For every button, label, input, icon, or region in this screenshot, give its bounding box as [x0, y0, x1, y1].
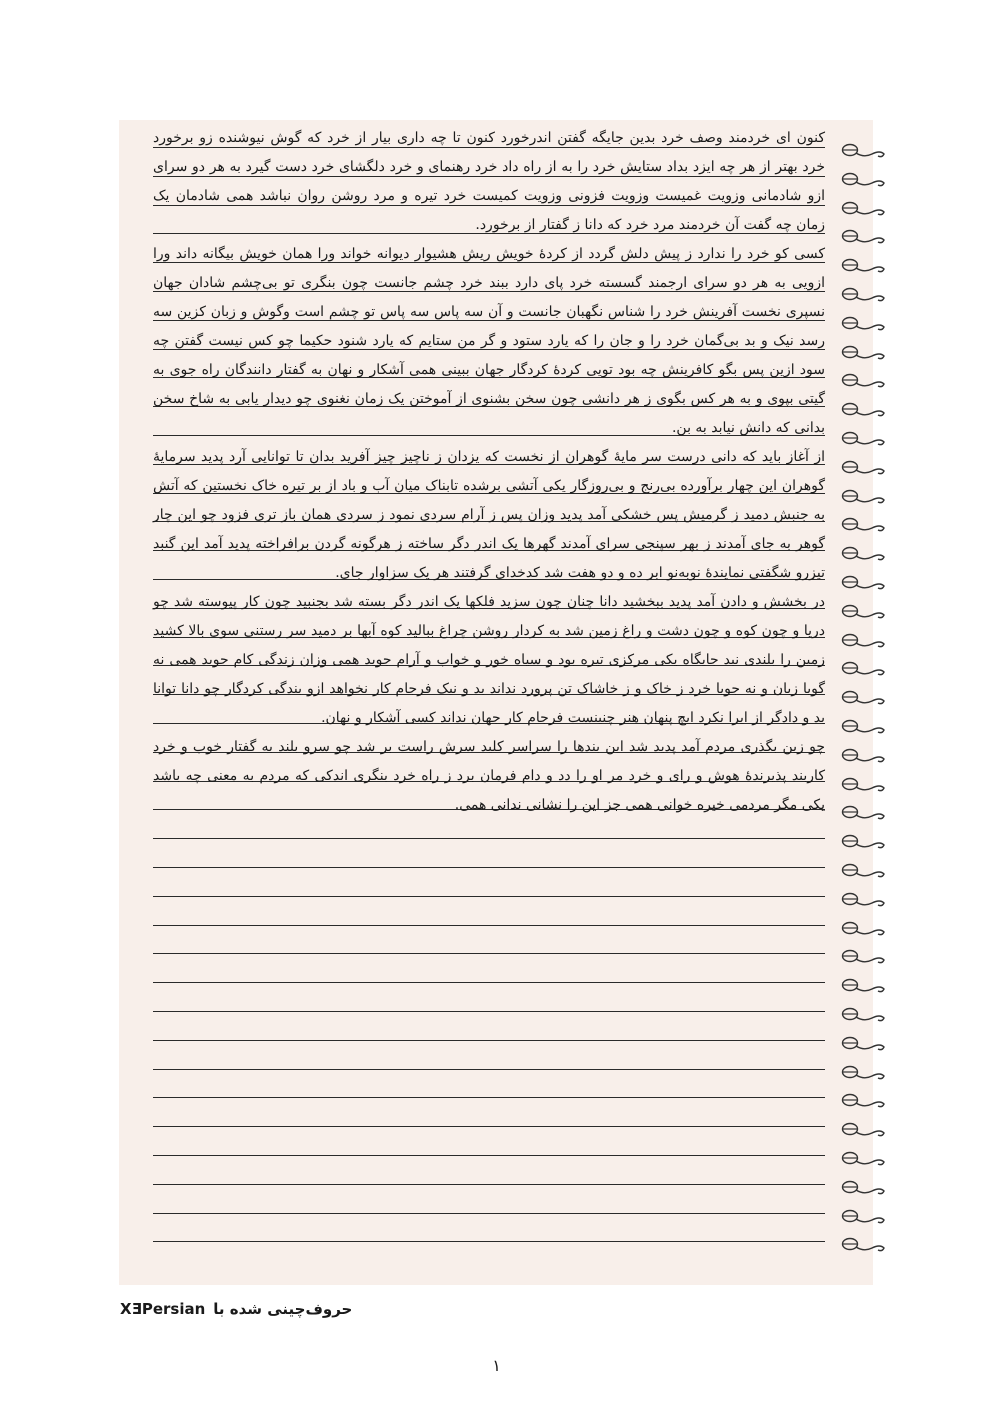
spiral-ring-icon [838, 803, 888, 823]
spiral-ring-icon [838, 1063, 888, 1083]
spiral-ring-icon [838, 832, 888, 852]
typeset-text: حروف‌چینی شده با [213, 1300, 353, 1318]
spiral-ring-icon [838, 1149, 888, 1169]
typeset-credit [120, 1300, 352, 1318]
ruled-line [153, 1069, 825, 1070]
spiral-ring-icon [838, 775, 888, 795]
spiral-ring-icon [838, 1120, 888, 1140]
spiral-ring-icon [838, 487, 888, 507]
ruled-line [153, 867, 825, 868]
poem-text [153, 124, 825, 820]
ruled-line [153, 1155, 825, 1156]
spiral-ring-icon [838, 573, 888, 593]
spiral-ring-icon [838, 631, 888, 651]
ruled-line [153, 1213, 825, 1214]
spiral-ring-icon [838, 919, 888, 939]
spiral-ring-icon [838, 890, 888, 910]
spiral-ring-icon [838, 861, 888, 881]
ruled-line [153, 838, 825, 839]
spiral-ring-icon [838, 371, 888, 391]
spiral-ring-icon [838, 515, 888, 535]
ruled-line [153, 1126, 825, 1127]
spiral-ring-icon [838, 429, 888, 449]
ruled-line [153, 1011, 825, 1012]
ruled-line [153, 982, 825, 983]
ruled-line [153, 925, 825, 926]
ruled-line [153, 1241, 825, 1242]
ruled-line [153, 896, 825, 897]
spiral-ring-icon [838, 227, 888, 247]
spiral-ring-icon [838, 199, 888, 219]
spiral-ring-icon [838, 976, 888, 996]
spiral-ring-icon [838, 1005, 888, 1025]
spiral-ring-icon [838, 947, 888, 967]
spiral-ring-icon [838, 1207, 888, 1227]
ruled-line [153, 1040, 825, 1041]
spiral-ring-icon [838, 1091, 888, 1111]
paragraph-2: کسی کو خرد را ندارد ز پیش دلش گردد از کردهٔ خویش ریش هشیوار دیوانه خواند ورا همان خویش بیگانه داند ورا ازویی به هر دو سرای ارجمند گسسته خرد پای دارد ببند خرد چشم جانست چون بنگری تو بی‌چشم شادان جهان نسپری نخست آفرینش خرد را شناس نگهبان جانست و آن سه پاس سه پاس تو چشم است وگوش و زبان کزین سه رسد نیک و بد بی‌گمان خرد را و جان را که یارد ستود و گر من ستایم که یارد شنود حکیما چو کس نیست گفتن چه سود ازین پس بگو کافرینش چه بود تویی کردهٔ کردگار جهان ببینی همی آشکار و نهان به گفتار دانندگان راه جوی به گیتی بپوی و به هر کس بگوی ز هر دانشی چون سخن بشنوی از آموختن یک زمان نغنوی چو دیدار یابی به شاخ سخن بدانی که دانش نیابد به بن. [153, 246, 825, 436]
spiral-ring-icon [838, 1235, 888, 1255]
spiral-ring-icon [838, 314, 888, 334]
ruled-line [153, 1097, 825, 1098]
spiral-ring-icon [838, 400, 888, 420]
spiral-ring-icon [838, 602, 888, 622]
spiral-ring-icon [838, 688, 888, 708]
spiral-ring-icon [838, 1178, 888, 1198]
spiral-ring-icon [838, 1034, 888, 1054]
spiral-ring-icon [838, 717, 888, 737]
paragraph-5: چو زین بگذری مردم آمد پدید شد این بندها را سراسر کلید سرش راست بر شد چو سرو بلند به گفتار خوب و خرد کاربند پذیرندهٔ هوش و رای و خرد مر او را دد و دام فرمان برد ز راه خرد بنگری اندکی که مردم به معنی چه باشد یکی مگر مردمی خیره خوانی همی جز این را نشانی ندانی همی. [153, 739, 825, 813]
xepersian-logo: XEPersian [120, 1300, 206, 1318]
spiral-ring-icon [838, 141, 888, 161]
spiral-ring-icon [838, 746, 888, 766]
ruled-line [153, 1184, 825, 1185]
paragraph-4: در بخشش و دادن آمد پدید ببخشید دانا چنان چون سزید فلکها یک اندر دگر بسته شد بجنبید چون کار پیوسته شد چو دریا و چون کوه و چون دشت و راغ زمین شد به کردار روشن چراغ ببالید کوه آبها بر دمید سر رستنی سوی بالا کشید زمین را بلندی نبد جایگاه یکی مرکزی تیره بود و سیاه خور و خواب و آرام جوید همی وزان زندگی کام جوید همی نه گویا زبان و نه جویا خرد ز خاک و ز خاشاک تن پرورد نداند بد و نیک فرجام کار نخواهد ازو بندگی کردگار چو دانا توانا بد و دادگر از ایرا نکرد ایچ پنهان هنر چنینست فرجام کار جهان نداند کسی آشکار و نهان. [153, 594, 825, 726]
spiral-ring-icon [838, 170, 888, 190]
paragraph-3: از آغاز باید که دانی درست سر مایهٔ گوهران از نخست که یزدان ز ناچیز چیز آفرید بدان تا توانایی آرد پدید سرمایهٔ گوهران این چهار برآورده بی‌رنج و بی‌روزگار یکی آتشی برشده تابناک میان آب و باد از بر تیره خاک نخستین که آتش به جنبش دمید ز گرمیش پس خشکی آمد پدید وزان پس ز آرام سردی نمود ز سردی همان باز تری فزود چو این چار گوهر به جای آمدند ز بهر سپنجی سرای آمدند گهرها یک اندر دگر ساخته ز هرگونه گردن برافراخته پدید آمد این گنبد تیزرو شگفتی نمایندهٔ نوبه‌نو ابر ده و دو هفت شد کدخدای گرفتند هر یک سزاوار جای. [153, 449, 825, 581]
spiral-ring-icon [838, 256, 888, 276]
spiral-ring-icon [838, 343, 888, 363]
spiral-ring-icon [838, 285, 888, 305]
page-number: ۱ [492, 1356, 501, 1375]
spiral-ring-icon [838, 659, 888, 679]
paragraph-1: کنون ای خردمند وصف خرد بدین جایگه گفتن اندرخورد کنون تا چه داری بیار از خرد که گوش نیوشنده زو برخورد خرد بهتر از هر چه ایزد بداد ستایش خرد را به از راه داد خرد رهنمای و خرد دلگشای خرد دست گیرد به هر دو سرای ازو شادمانی وزویت غمیست وزویت فزونی وزویت کمیست خرد تیره و مرد روشن روان نباشد همی شادمان یک زمان چه گفت آن خردمند مرد خرد که دانا ز گفتار از برخورد. [153, 130, 825, 233]
spiral-ring-icon [838, 458, 888, 478]
ruled-line [153, 953, 825, 954]
spiral-ring-icon [838, 544, 888, 564]
